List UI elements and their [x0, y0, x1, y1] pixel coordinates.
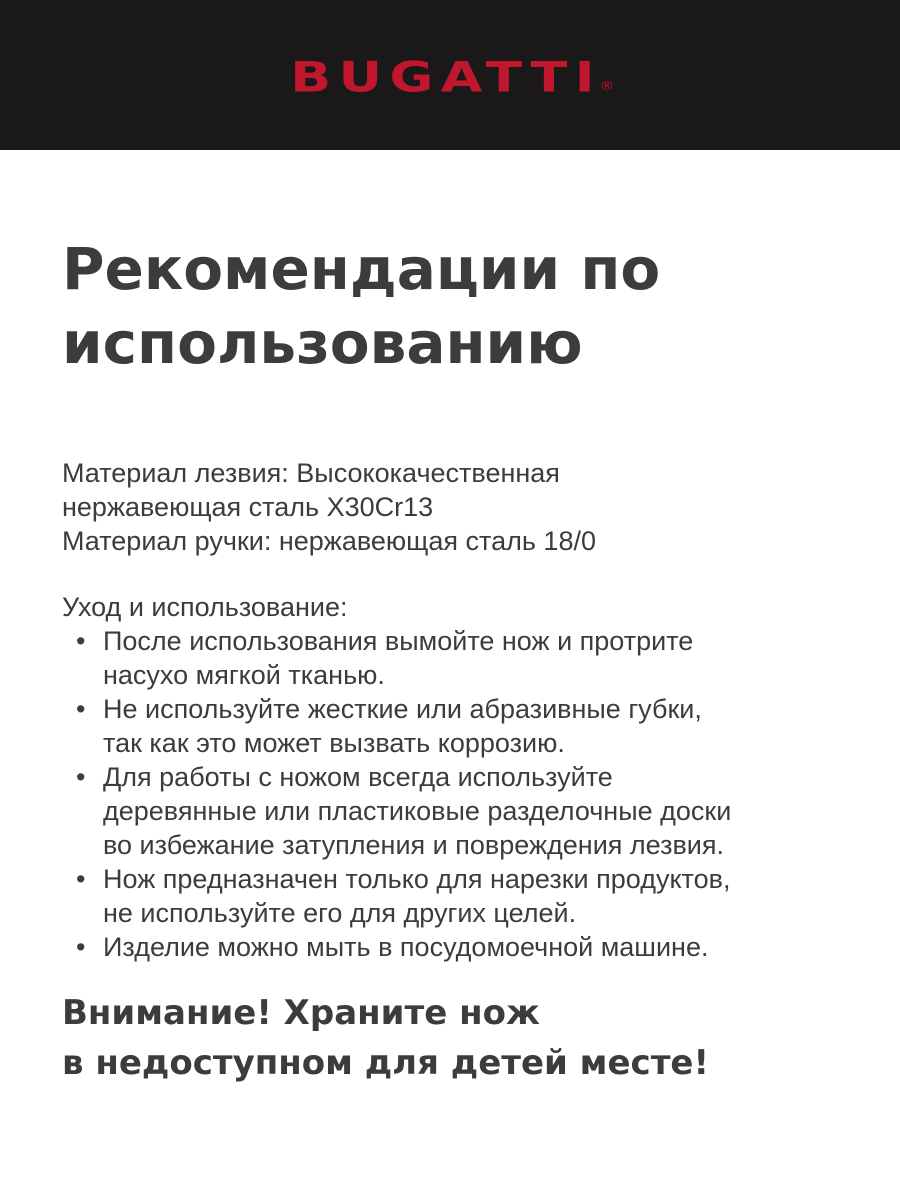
list-item-line: так как это может вызвать коррозию. — [103, 728, 565, 758]
spec-line: Материал лезвия: Высококачественная — [62, 458, 560, 488]
spec-line: нержавеющая сталь X30Cr13 — [62, 492, 434, 522]
list-item — [62, 760, 852, 862]
warning-line-1: Внимание! Храните нож — [62, 993, 540, 1033]
bullet: • — [76, 864, 86, 894]
care-heading: Уход и использование: — [62, 592, 348, 622]
list-item-line: во избежание затупления и повреждения лезвия. — [103, 830, 724, 860]
bullet: • — [76, 626, 86, 656]
list-item-line: Изделие можно мыть в посудомоечной машине. — [103, 932, 709, 962]
bullet: • — [76, 762, 86, 792]
list-item-line: не используйте его для других целей. — [103, 898, 577, 928]
care-list — [62, 624, 852, 964]
page-title-line-2: использованию — [62, 309, 583, 377]
bullet: • — [76, 932, 86, 962]
brand-logo — [0, 50, 900, 107]
registered-mark: ® — [599, 78, 615, 93]
brand-logo-text: BUGATTI — [290, 53, 602, 102]
list-item — [62, 930, 852, 964]
list-item-line: Не используйте жесткие или абразивные губки, — [103, 694, 702, 724]
list-item — [62, 692, 852, 760]
page-title-line-1: Рекомендации по — [62, 235, 661, 303]
list-item-line: деревянные или пластиковые разделочные доски — [103, 796, 732, 826]
bullet: • — [76, 694, 86, 724]
list-item — [62, 862, 852, 930]
warning-line-2: в недоступном для детей месте! — [62, 1043, 709, 1083]
care-section — [62, 590, 852, 964]
spec-line: Материал ручки: нержавеющая сталь 18/0 — [62, 526, 596, 556]
list-item-line: Для работы с ножом всегда используйте — [103, 762, 613, 792]
warning-text — [62, 988, 862, 1088]
list-item-line: После использования вымойте нож и протрите — [103, 626, 694, 656]
list-item-line: Нож предназначен только для нарезки продуктов, — [103, 864, 731, 894]
page-title — [62, 232, 862, 380]
list-item — [62, 624, 852, 692]
header-bar — [0, 0, 900, 150]
material-specs — [62, 456, 862, 558]
list-item-line: насухо мягкой тканью. — [103, 660, 385, 690]
